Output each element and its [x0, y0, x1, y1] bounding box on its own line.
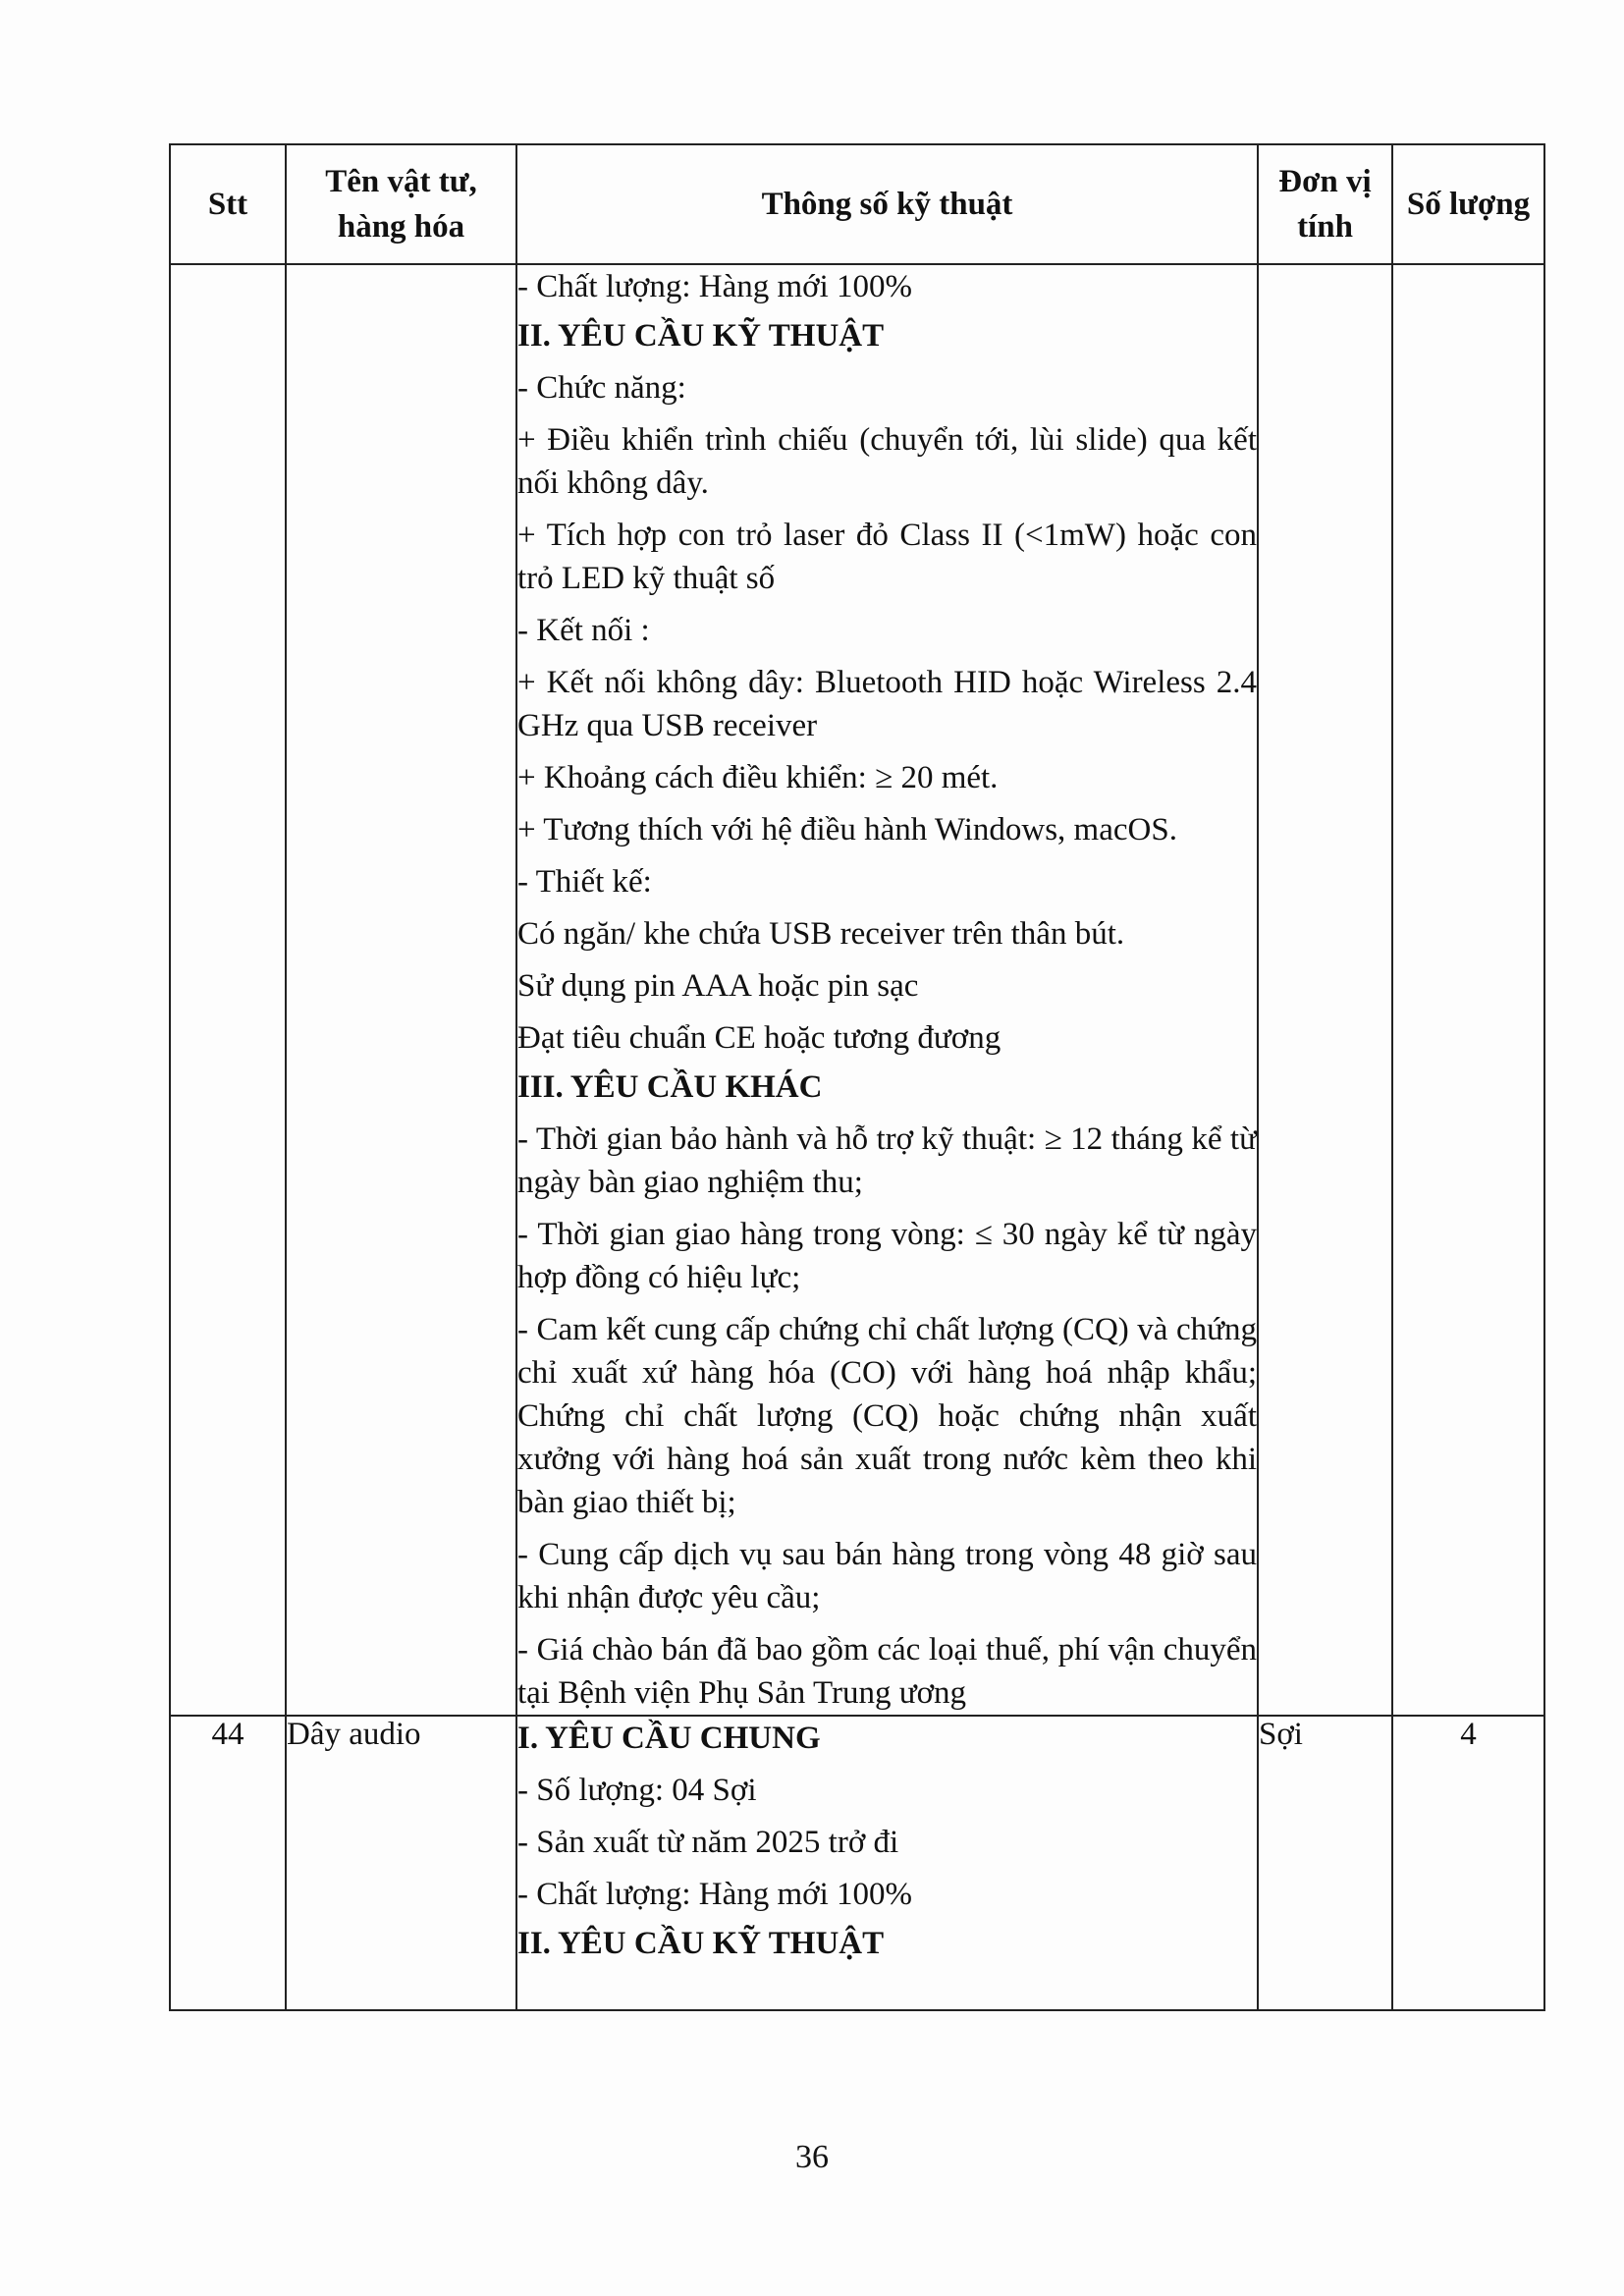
spec-line: Đạt tiêu chuẩn CE hoặc tương đương: [517, 1020, 1001, 1056]
spec-line: - Sản xuất từ năm 2025 trở đi: [517, 1825, 899, 1860]
spec-line: Có ngăn/ khe chứa USB receiver trên thân bút.: [517, 916, 1125, 952]
row-spec-cell: [516, 1716, 1258, 2010]
continued-unit-cell: [1258, 264, 1392, 1716]
spec-line: - Số lượng: 04 Sợi: [517, 1773, 757, 1808]
spec-line: - Thời gian giao hàng trong vòng: ≤ 30 ngày kể từ ngày hợp đồng có hiệu lực;: [517, 1217, 1257, 1295]
spec-line: - Cung cấp dịch vụ sau bán hàng trong vòng 48 giờ sau khi nhận được yêu cầu;: [517, 1537, 1257, 1615]
spec-line: - Thời gian bảo hành và hỗ trợ kỹ thuật: ≥ 12 tháng kể từ ngày bàn giao nghiệm thu;: [517, 1121, 1257, 1200]
spec-line: - Cam kết cung cấp chứng chỉ chất lượng (CQ) và chứng chỉ xuất xứ hàng hóa (CO) với hàng hoá nhập khẩu; Chứng chỉ chất lượng (CQ) hoặc chứng nhận xuất xưởng với hàng hoá sản xuất trong nước kèm theo khi bàn giao thiết bị;: [517, 1312, 1257, 1520]
table-row: [170, 1716, 1544, 2010]
row-item-name: Dây audio: [286, 1716, 516, 2010]
continued-qty-cell: [1392, 264, 1544, 1716]
page-number: 36: [795, 2139, 829, 2175]
row-quantity: 4: [1392, 1716, 1544, 2010]
header-unit: Đơn vị tính: [1258, 144, 1392, 264]
spec-line: + Tích hợp con trỏ laser đỏ Class II (<1mW) hoặc con trỏ LED kỹ thuật số: [517, 518, 1257, 596]
spec-line: - Chức năng:: [517, 370, 686, 406]
header-quantity: Số lượng: [1392, 144, 1544, 264]
spec-line: + Điều khiển trình chiếu (chuyển tới, lùi slide) qua kết nối không dây.: [517, 422, 1257, 501]
spec-line: - Chất lượng: Hàng mới 100%: [517, 1877, 912, 1912]
header-specification: Thông số kỹ thuật: [516, 144, 1258, 264]
spec-line: Sử dụng pin AAA hoặc pin sạc: [517, 968, 919, 1004]
spec-line: + Kết nối không dây: Bluetooth HID hoặc Wireless 2.4 GHz qua USB receiver: [517, 665, 1257, 743]
technical-spec-table: [169, 143, 1545, 2011]
spec-section-heading: III. YÊU CẦU KHÁC: [517, 1069, 823, 1105]
table-header-row: [170, 144, 1544, 264]
row-unit: Sợi: [1258, 1716, 1392, 2010]
spec-line: - Kết nối :: [517, 613, 650, 648]
continued-name-cell: [286, 264, 516, 1716]
header-stt: Stt: [170, 144, 286, 264]
spec-line: - Thiết kế:: [517, 864, 652, 900]
spec-line: + Khoảng cách điều khiển: ≥ 20 mét.: [517, 760, 999, 795]
table-row: [170, 264, 1544, 1716]
header-item-name: Tên vật tư, hàng hóa: [286, 144, 516, 264]
spec-line: - Chất lượng: Hàng mới 100%: [517, 269, 912, 304]
continued-stt-cell: [170, 264, 286, 1716]
spec-section-heading: II. YÊU CẦU KỸ THUẬT: [517, 1926, 885, 1961]
spec-section-heading: I. YÊU CẦU CHUNG: [517, 1721, 821, 1756]
spec-section-heading: II. YÊU CẦU KỸ THUẬT: [517, 318, 885, 354]
spec-line: + Tương thích với hệ điều hành Windows, macOS.: [517, 812, 1177, 847]
continued-spec-cell: [516, 264, 1258, 1716]
row-stt: 44: [170, 1716, 286, 2010]
spec-line: - Giá chào bán đã bao gồm các loại thuế, phí vận chuyển tại Bệnh viện Phụ Sản Trung ương: [517, 1632, 1257, 1711]
